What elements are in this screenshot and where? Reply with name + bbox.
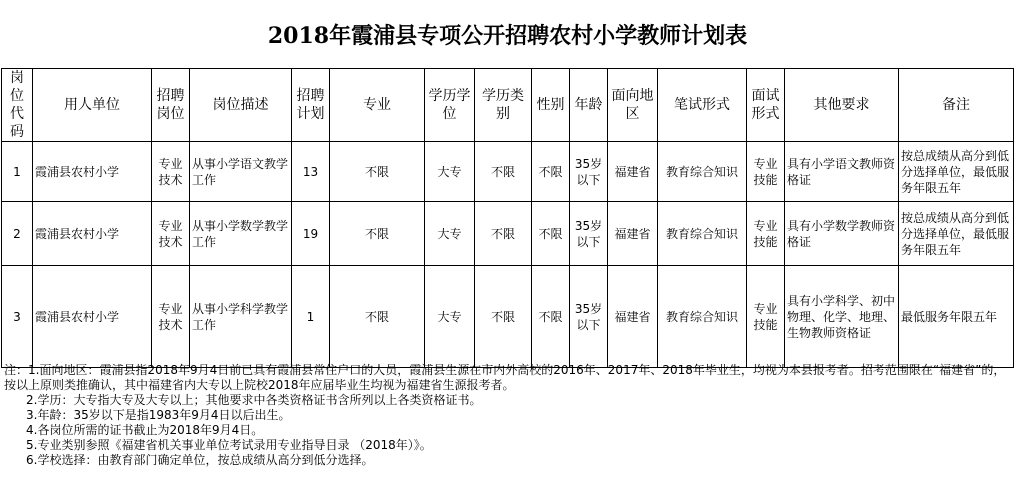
table-row — [2, 266, 1014, 368]
cell-code: 3 — [2, 266, 33, 368]
header-major: 专业 — [330, 69, 425, 142]
header-age: 年龄 — [570, 69, 608, 142]
cell-other: 具有小学语文教师资格证 — [785, 142, 899, 202]
cell-degree: 大专 — [425, 202, 475, 266]
cell-written: 教育综合知识 — [658, 266, 747, 368]
recruitment-plan-table — [1, 68, 1014, 368]
header-remarks: 备注 — [899, 69, 1014, 142]
table-header-row — [2, 69, 1014, 142]
cell-interview: 专业技能 — [747, 142, 785, 202]
footnotes — [4, 363, 1010, 468]
table-row — [2, 142, 1014, 202]
cell-plan: 1 — [292, 266, 330, 368]
cell-major: 不限 — [330, 266, 425, 368]
cell-other: 具有小学科学、初中物理、化学、地理、生物教师资格证 — [785, 266, 899, 368]
cell-remark: 按总成绩从高分到低分选择单位，最低服务年限五年 — [899, 202, 1014, 266]
cell-major: 不限 — [330, 202, 425, 266]
cell-region: 福建省 — [608, 202, 658, 266]
cell-desc: 从事小学语文教学工作 — [190, 142, 292, 202]
header-gender: 性别 — [532, 69, 570, 142]
header-written-exam: 笔试形式 — [658, 69, 747, 142]
footnote-item: 4.各岗位所需的证书截止为2018年9月4日。 — [26, 423, 264, 437]
cell-age: 35岁以下 — [570, 266, 608, 368]
cell-post: 专业技术 — [152, 266, 190, 368]
cell-major: 不限 — [330, 142, 425, 202]
cell-code: 1 — [2, 142, 33, 202]
header-plan: 招聘计划 — [292, 69, 330, 142]
cell-unit: 霞浦县农村小学 — [33, 142, 152, 202]
cell-desc: 从事小学科学教学工作 — [190, 266, 292, 368]
cell-degree-type: 不限 — [475, 266, 532, 368]
cell-degree: 大专 — [425, 266, 475, 368]
cell-plan: 13 — [292, 142, 330, 202]
footnote-item: 3.年龄：35岁以下是指1983年9月4日以后出生。 — [26, 408, 291, 422]
cell-interview: 专业技能 — [747, 202, 785, 266]
cell-region: 福建省 — [608, 266, 658, 368]
footnote-item: 5.专业类别参照《福建省机关事业单位考试录用专业指导目录 （2018年）》。 — [26, 438, 432, 452]
header-degree-type: 学历类别 — [475, 69, 532, 142]
cell-remark: 最低服务年限五年 — [899, 266, 1014, 368]
cell-desc: 从事小学数学教学工作 — [190, 202, 292, 266]
page-title: 2018年霞浦县专项公开招聘农村小学教师计划表 — [267, 22, 748, 49]
cell-gender: 不限 — [532, 202, 570, 266]
header-degree: 学历学位 — [425, 69, 475, 142]
footnote-item: 2.学历：大专指大专及大专以上；其他要求中各类资格证书含所列以上各类资格证书。 — [26, 393, 482, 407]
footnote-item: 6.学校选择：由教育部门确定单位，按总成绩从高分到低分选择。 — [26, 453, 374, 467]
cell-written: 教育综合知识 — [658, 142, 747, 202]
header-post: 招聘岗位 — [152, 69, 190, 142]
cell-age: 35岁以下 — [570, 202, 608, 266]
cell-other: 具有小学数学教师资格证 — [785, 202, 899, 266]
header-description: 岗位描述 — [190, 69, 292, 142]
cell-gender: 不限 — [532, 142, 570, 202]
header-post-code: 岗位代码 — [2, 69, 33, 142]
cell-unit: 霞浦县农村小学 — [33, 266, 152, 368]
cell-plan: 19 — [292, 202, 330, 266]
cell-code: 2 — [2, 202, 33, 266]
header-employer: 用人单位 — [33, 69, 152, 142]
cell-remark: 按总成绩从高分到低分选择单位，最低服务年限五年 — [899, 142, 1014, 202]
cell-age: 35岁以下 — [570, 142, 608, 202]
table-row — [2, 202, 1014, 266]
cell-degree-type: 不限 — [475, 202, 532, 266]
cell-gender: 不限 — [532, 266, 570, 368]
cell-degree: 大专 — [425, 142, 475, 202]
cell-post: 专业技术 — [152, 142, 190, 202]
cell-interview: 专业技能 — [747, 266, 785, 368]
footnote-item: 注：1.面向地区：霞浦县指2018年9月4日前已具有霞浦县常住户口的人员，霞浦县生源在市内外高校的2016年、2017年、2018年毕业生，均视为本县报考者。招考范围限在“福建省”的，按以上原则类推确认，其中福建省内大专以上院校2018年应届毕业生均视为福建省生源报考者。 — [4, 363, 1006, 392]
header-interview: 面试形式 — [747, 69, 785, 142]
cell-post: 专业技术 — [152, 202, 190, 266]
header-region: 面向地区 — [608, 69, 658, 142]
cell-unit: 霞浦县农村小学 — [33, 202, 152, 266]
cell-written: 教育综合知识 — [658, 202, 747, 266]
header-other-requirements: 其他要求 — [785, 69, 899, 142]
cell-degree-type: 不限 — [475, 142, 532, 202]
cell-region: 福建省 — [608, 142, 658, 202]
